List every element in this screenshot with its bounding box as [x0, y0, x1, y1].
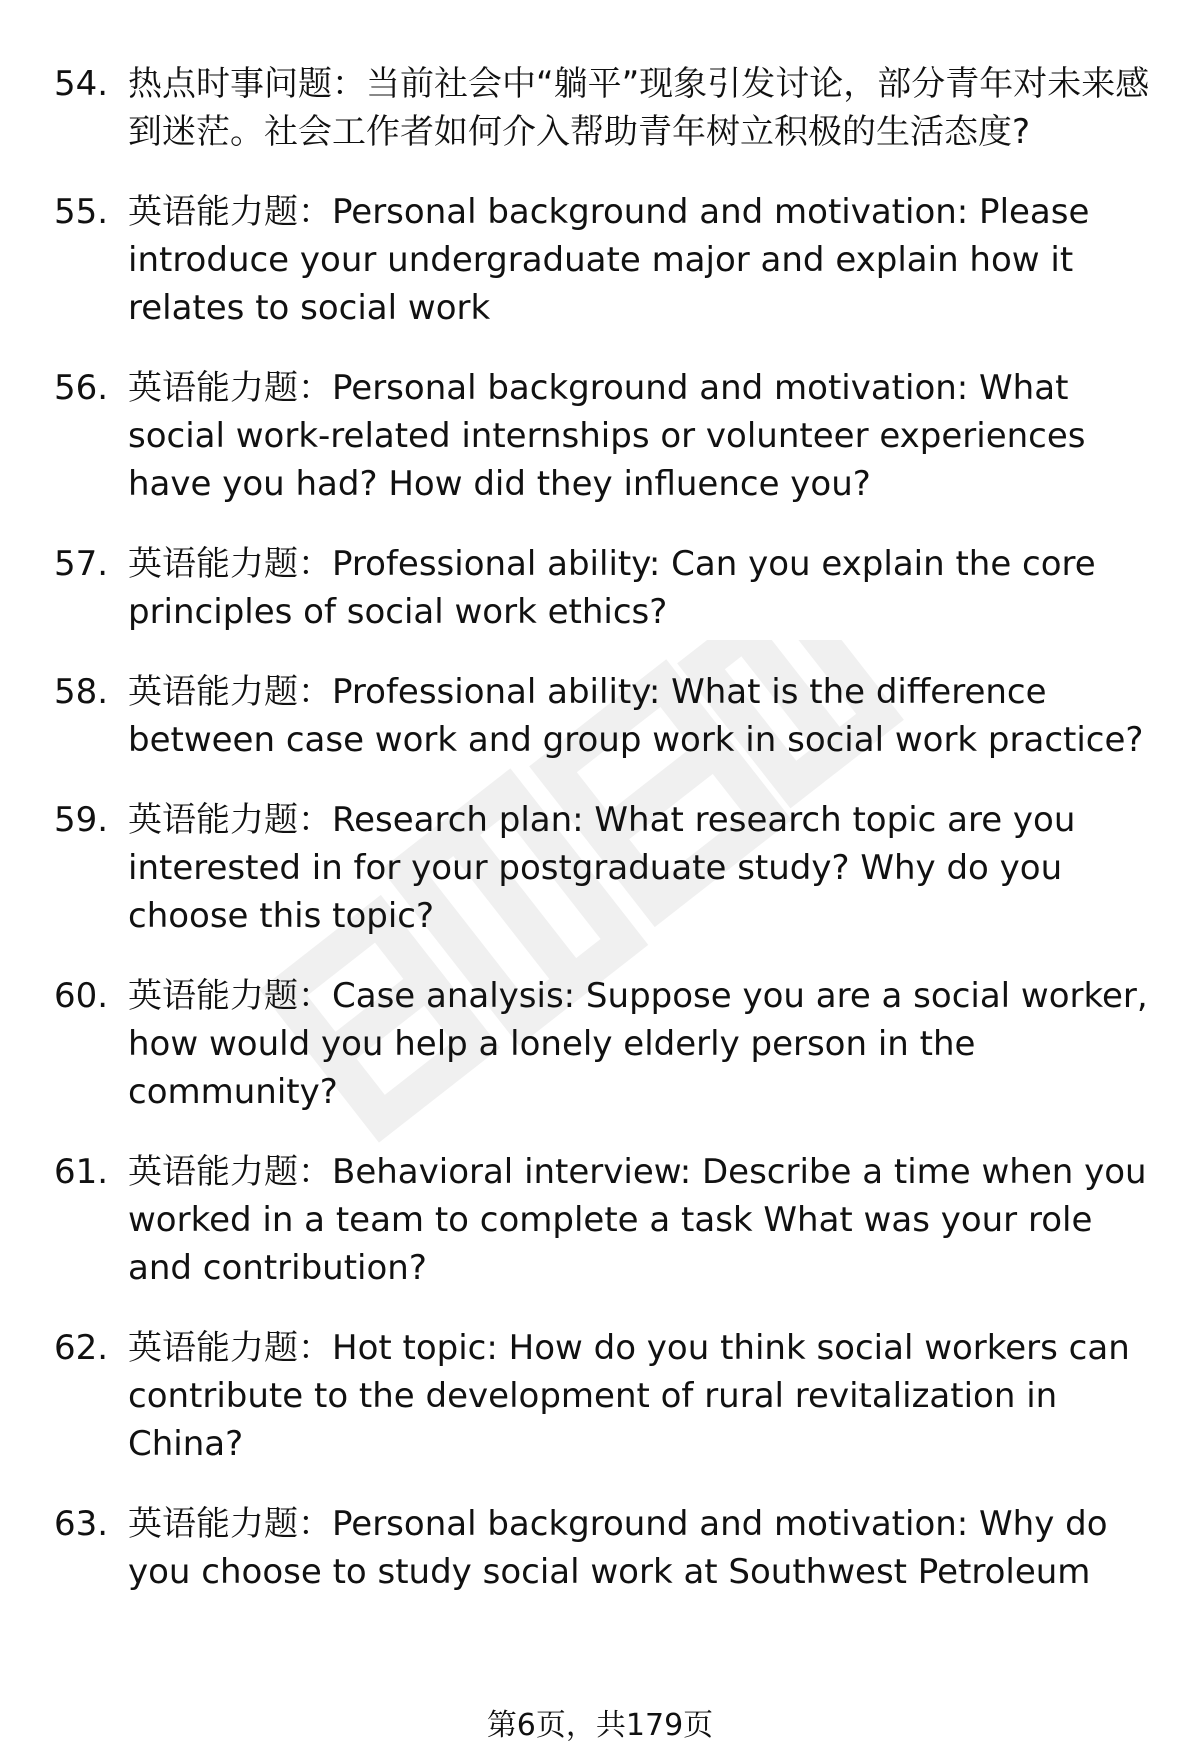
question-text: 热点时事问题：当前社会中“躺平”现象引发讨论，部分青年对未来感到迷茫。社会工作者如何介入帮助青年树立积极的生活态度? [128, 64, 1150, 152]
question-number: 60. [54, 976, 109, 1016]
list-item [54, 1324, 1154, 1468]
question-text: 英语能力题：Behavioral interview: Describe a time when you worked in a team to complete a task What was your role and contribution? [128, 1152, 1147, 1288]
list-item [54, 540, 1154, 636]
list-item [54, 1500, 1154, 1596]
question-number: 57. [54, 544, 109, 584]
list-item [54, 1148, 1154, 1292]
question-text: 英语能力题：Research plan: What research topic are you interested in for your postgraduate study? Why do you choose this topic? [128, 800, 1076, 936]
list-item [54, 188, 1154, 332]
question-text: 英语能力题：Hot topic: How do you think social workers can contribute to the development of rural revitalization in China? [128, 1328, 1130, 1464]
question-text: 英语能力题：Professional ability: What is the difference between case work and group work in social work practice? [128, 672, 1144, 760]
question-number: 62. [54, 1328, 109, 1368]
list-item [54, 60, 1154, 156]
question-number: 61. [54, 1152, 109, 1192]
list-item [54, 972, 1154, 1116]
question-number: 54. [54, 64, 109, 104]
list-item [54, 796, 1154, 940]
question-number: 63. [54, 1504, 109, 1544]
page-number-footer: 第6页，共179页 [486, 1708, 714, 1743]
question-number: 58. [54, 672, 109, 712]
question-text: 英语能力题：Personal background and motivation: Why do you choose to study social work at Southwest Petroleum [128, 1504, 1108, 1592]
question-number: 55. [54, 192, 109, 232]
question-list [54, 60, 1154, 1628]
question-text: 英语能力题：Personal background and motivation: What social work-related internships or volunteer experiences have you had? How did they influence you? [128, 368, 1086, 504]
question-text: 英语能力题：Professional ability: Can you explain the core principles of social work ethics? [128, 544, 1096, 632]
question-text: 英语能力题：Personal background and motivation: Please introduce your undergraduate major and explain how it relates to social work [128, 192, 1090, 328]
list-item [54, 668, 1154, 764]
question-text: 英语能力题：Case analysis: Suppose you are a social worker, how would you help a lonely elderly person in the community? [128, 976, 1148, 1112]
list-item [54, 364, 1154, 508]
question-number: 59. [54, 800, 109, 840]
question-number: 56. [54, 368, 109, 408]
